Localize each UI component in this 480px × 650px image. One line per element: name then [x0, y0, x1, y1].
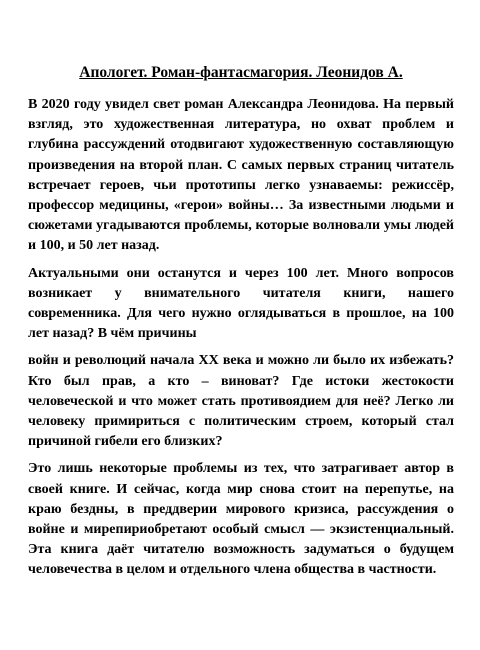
paragraph-3: войн и революций начала XX века и можно ли было их избежать? Кто был прав, а кто – виноват? Где истоки жестокости человеческой и что может стать противоядием для неё? Легко ли человеку примириться с политическим строем, который стал причиной гибели его близких?	[28, 353, 454, 450]
paragraph-2: Актуальными они останутся и через 100 лет. Много вопросов возникает у внимательного читателя книги, нашего современника. Для чего нужно оглядываться в прошлое, на 100 лет назад? В чём причины	[28, 265, 454, 342]
paragraph-4: Это лишь некоторые проблемы из тех, что затрагивает автор в своей книге. И сейчас, когда мир снова стоит на перепутье, на краю бездны, в преддверии мирового кризиса, рассуждения о войне и мирепириобретают особый смысл — экзистенциальный. Эта книга даёт читателю возможность задуматься о будущем человечества в целом и отдельного члена общества в частности.	[28, 461, 454, 578]
document-title: Апологет. Роман-фантасмагория. Леонидов А.	[79, 64, 403, 81]
document-page	[28, 64, 454, 588]
paragraph-1: В 2020 году увидел свет роман Александра Леонидова. На первый взгляд, это художественная литература, но охват проблем и глубина рассуждений отодвигают художественную составляющую произведения на второй план. С самых первых страниц читатель встречает героев, чьи прототипы легко узнаваемы: режиссёр, профессор медицины, «герои» войны… За известными людьми и сюжетами угадываются проблемы, которые волновали умы людей и 100, и 50 лет назад.	[28, 97, 454, 254]
